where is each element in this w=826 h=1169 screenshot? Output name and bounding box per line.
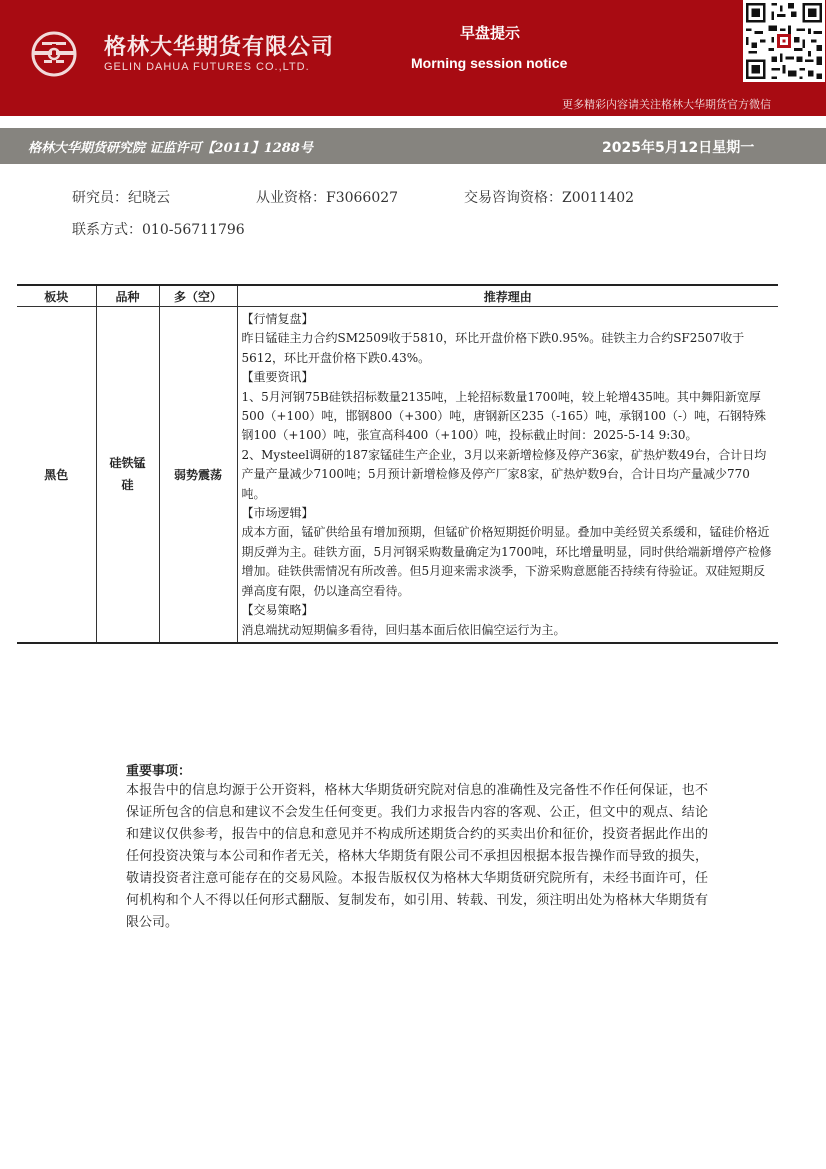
section-market-logic: 【市场逻辑】 bbox=[241, 506, 314, 521]
market-logic-text: 成本方面，锰矿供给虽有增加预期，但锰矿价格短期挺价明显。叠加中美经贸关系缓和，锰硅价格近期反弹为主。硅铁方面，5月河钢采购数量确定为1700吨，环比增量明显，同时供给端新增停产检修增加。硅铁供需情况有所改善。但5月迎来需求淡季，下游采购意愿能否持续有待验证。双硅短期反弹高度有限，仍以逢高空看待。 bbox=[241, 525, 772, 598]
institute-license: 格林大华期货研究院 证监许可【2011】1288号 bbox=[28, 141, 313, 156]
key-news-item-2: 2、Mysteel调研的187家锰硅生产企业，3月以来新增检修及停产36家，矿热炉数49台，合计日均产量产量减少7100吨；5月预计新增检修及停产厂家8家，矿热炉数9台，合计日均产量减少770吨。 bbox=[241, 447, 767, 501]
cell-reason bbox=[237, 307, 778, 643]
notice-title: 重要事项： bbox=[126, 764, 192, 779]
table-header-row bbox=[17, 285, 778, 307]
section-key-news: 【重要资讯】 bbox=[241, 370, 314, 385]
table-row bbox=[17, 307, 778, 643]
recommendation-table bbox=[17, 284, 778, 644]
header-sector: 板块 bbox=[17, 285, 96, 307]
cell-direction: 弱势震荡 bbox=[159, 307, 237, 643]
market-review-text: 昨日锰硅主力合约SM2509收于5810，环比开盘价格下跌0.95%。硅铁主力合约SF2507收于5612，环比开盘价格下跌0.43%。 bbox=[241, 331, 745, 365]
company-name-en: GELIN DAHUA FUTURES CO.,LTD. bbox=[104, 61, 310, 73]
company-name-cn: 格林大华期货有限公司 bbox=[104, 35, 335, 60]
wechat-qr-code bbox=[743, 0, 825, 82]
disclaimer-text: 本报告中的信息均源于公开资料，格林大华期货研究院对信息的准确性及完备性不作任何保证，也不保证所包含的信息和建议不会发生任何变更。我们力求报告内容的客观、公正，但文中的观点、结论和建议仅供参考，报告中的信息和意见并不构成所述期货合约的买卖出价和征价，投资者据此作出的任何投资决策与本公司和作者无关，格林大华期货有限公司不承担因根据本报告操作而导致的损失，敬请投资者注意可能存在的交易风险。本报告版权仅为格林大华期货研究院所有，未经书面许可，任何机构和个人不得以任何形式翻版、复制发布，如引用、转载、刊发，须注明出处为格林大华期货有限公司。 bbox=[126, 783, 708, 930]
report-date: 2025年5月12日星期一 bbox=[602, 140, 755, 156]
researcher-name: 研究员：纪晓云 bbox=[72, 190, 170, 206]
report-title-en: Morning session notice bbox=[411, 55, 568, 71]
header-variety: 品种 bbox=[96, 285, 159, 307]
cell-variety bbox=[96, 307, 159, 643]
consulting-qualification: 交易咨询资格：Z0011402 bbox=[464, 190, 635, 206]
section-market-review: 【行情复盘】 bbox=[241, 312, 314, 326]
wechat-follow-note: 更多精彩内容请关注格林大华期货官方微信 bbox=[562, 98, 771, 111]
trading-strategy-text: 消息端扰动短期偏多看待，回归基本面后依旧偏空运行为主。 bbox=[241, 622, 566, 637]
key-news-item-1: 1、5月河钢75B硅铁招标数量2135吨，上轮招标数量1700吨，较上轮增435吨。其中舞阳新宽厚500（+100）吨，邯钢800（+300）吨，唐钢新区235（-165）吨，承钢100（-）吨，石钢特殊钢100（+100）吨，张宣高科400（+100）吨，投标截止时间：2025-5-14 9:30。 bbox=[241, 389, 767, 443]
variety-text: 硅铁锰硅 bbox=[109, 456, 146, 493]
header-banner bbox=[0, 0, 826, 116]
header-reason: 推荐理由 bbox=[237, 285, 778, 307]
header-direction: 多（空） bbox=[159, 285, 237, 307]
cell-sector: 黑色 bbox=[17, 307, 96, 643]
contact-info: 联系方式：010-56711796 bbox=[72, 222, 245, 238]
practice-qualification: 从业资格：F3066027 bbox=[256, 190, 399, 206]
company-logo-icon bbox=[30, 30, 78, 78]
report-title-cn: 早盘提示 bbox=[460, 24, 521, 42]
section-trading-strategy: 【交易策略】 bbox=[241, 603, 314, 618]
